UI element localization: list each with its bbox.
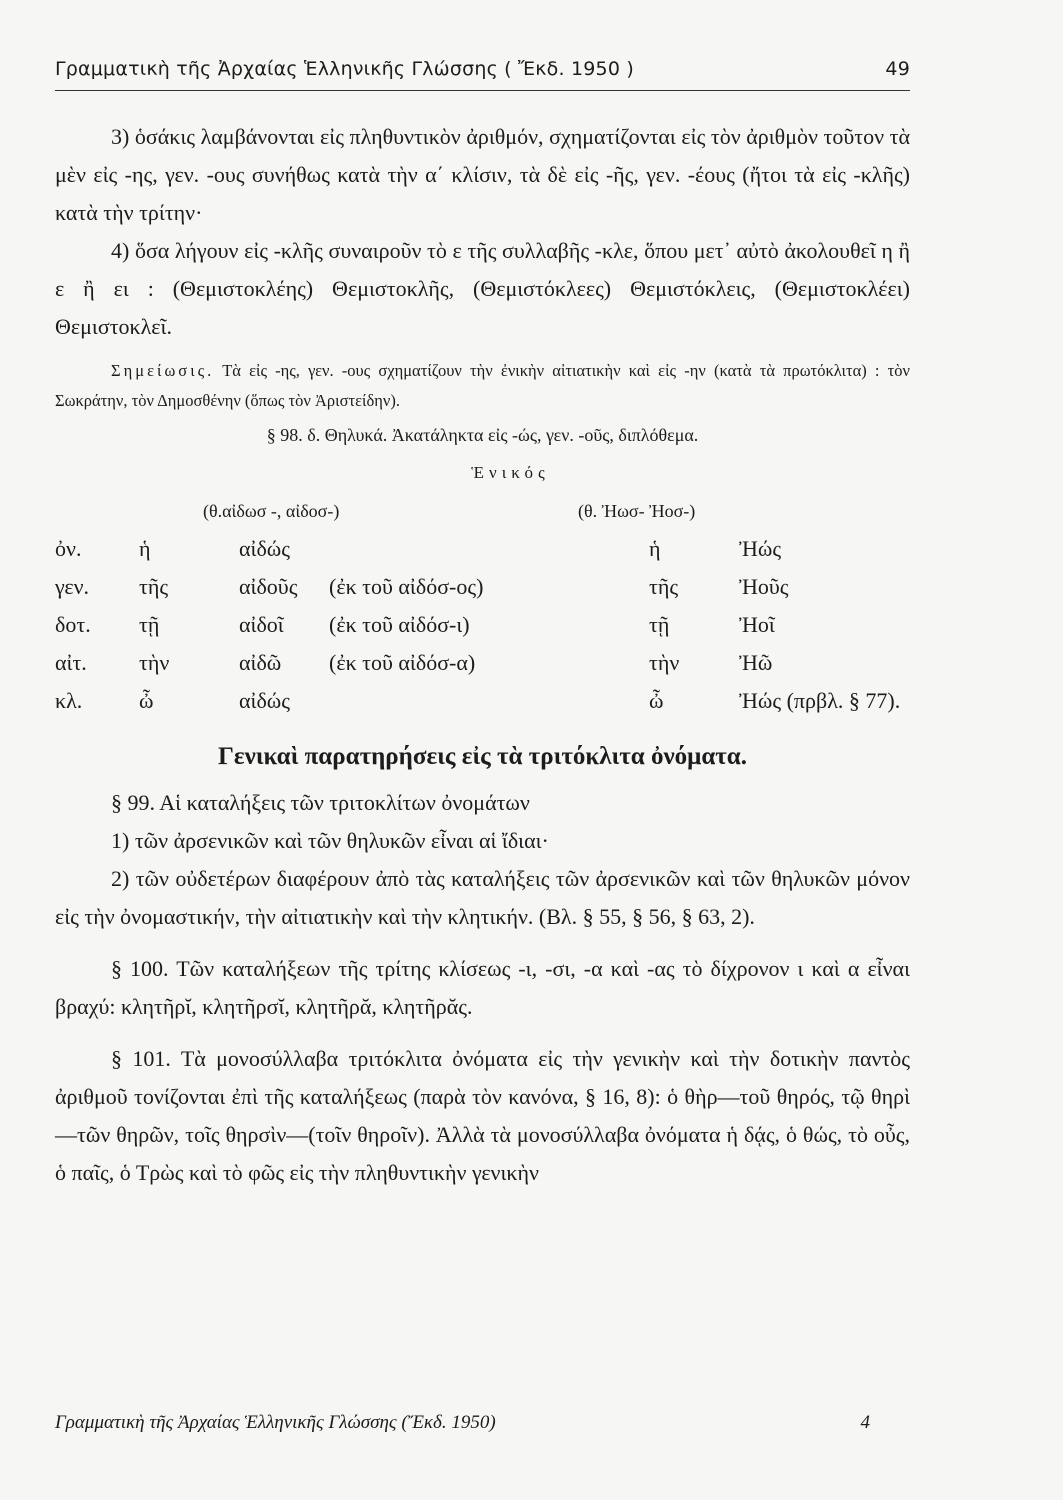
table-row bbox=[55, 568, 900, 606]
signature-mark: 4 bbox=[860, 1412, 870, 1433]
form-2: Ἠοῖ bbox=[739, 612, 775, 637]
derivation: (ἐκ τοῦ αἰδόσ-α) bbox=[329, 650, 476, 675]
section-100: § 100. Τῶν καταλήξεων τῆς τρίτης κλίσεως -ι, -σι, -α καὶ -ας τὸ δίχρονον ι καὶ α εἶναι βραχύ: κλητῆρῐ, κλητῆρσῐ, κλητῆρᾰ, κλητῆρᾰς. bbox=[55, 956, 910, 1019]
paragraph-3: 3) ὁσάκις λαμβάνονται εἰς πληθυντικὸν ἀριθμόν, σχηματίζονται εἰς τὸν ἀριθμὸν τοῦτον τὰ μὲν εἰς -ης, γεν. -ους συνήθως κατὰ τὴν α΄ κλίσιν, τὰ δὲ εἰς -ῆς, γεν. -έους (ἤτοι τὰ εἰς -κλῆς) κατὰ τὴν τρίτην· bbox=[55, 124, 910, 225]
article-2: ἡ bbox=[649, 536, 661, 561]
paragraph-4: 4) ὅσα λήγουν εἰς -κλῆς συναιροῦν τὸ ε τῆς συλλαβῆς -κλε, ὅπου μετ᾽ αὐτὸ ἀκολουθεῖ η ἢ ε ἢ ει : (Θεμιστοκλέης) Θεμιστοκλῆς, (Θεμιστόκλεες) Θεμιστόκλεις, (Θεμιστοκλέει) Θεμιστοκλεῖ. bbox=[55, 238, 910, 339]
article-2: τῆς bbox=[649, 574, 679, 599]
footer-title: Γραμματικὴ τῆς Ἀρχαίας Ἑλληνικῆς Γλώσσης (Ἔκδ. 1950) bbox=[55, 1412, 496, 1433]
table-row bbox=[55, 644, 900, 682]
case-label: ὀν. bbox=[55, 536, 82, 561]
footer-signature-line bbox=[55, 1412, 910, 1434]
section-heading: Γενικαὶ παρατηρήσεις εἰς τὰ τριτόκλιτα ὀνόματα. bbox=[217, 743, 748, 770]
declension-table bbox=[55, 454, 910, 720]
header-title: Γραμματικὴ τῆς Ἀρχαίας Ἑλληνικῆς Γλώσσης ( Ἔκδ. 1950 ) bbox=[55, 58, 634, 80]
case-label: αἰτ. bbox=[55, 650, 87, 675]
section-99-item-1: 1) τῶν ἀρσενικῶν καὶ τῶν θηλυκῶν εἶναι αἱ ἴδιαι· bbox=[111, 828, 549, 853]
stem-eos: (θ. Ἠωσ- Ἠοσ-) bbox=[578, 501, 696, 521]
article-2: τῇ bbox=[649, 612, 670, 637]
article-2: ὦ bbox=[649, 688, 664, 713]
form: αἰδοῦς bbox=[239, 574, 298, 599]
table-row bbox=[55, 682, 900, 720]
note-label: Σημείωσις. bbox=[111, 361, 215, 380]
case-label: κλ. bbox=[55, 688, 83, 713]
derivation bbox=[329, 530, 599, 568]
article: τῆς bbox=[139, 574, 169, 599]
section-99-item-2: 2) τῶν οὐδετέρων διαφέρουν ἀπὸ τὰς καταλήξεις τῶν ἀρσενικῶν καὶ τῶν θηλυκῶν μόνον εἰς τὴν ὀνομαστικήν, τὴν αἰτιατικὴν καὶ τὴν κλητικήν. (Βλ. § 55, § 56, § 63, 2). bbox=[55, 866, 910, 929]
article: τῇ bbox=[139, 612, 160, 637]
declension-rows bbox=[55, 530, 900, 720]
form-2: Ἠῶ bbox=[739, 650, 773, 675]
form: αἰδώς bbox=[239, 688, 291, 713]
form-2: Ἠοῦς bbox=[739, 574, 789, 599]
article: τὴν bbox=[139, 650, 170, 675]
case-label: γεν. bbox=[55, 574, 90, 599]
table-title: Ἑνικός bbox=[471, 463, 550, 482]
article: ὦ bbox=[139, 688, 154, 713]
form: αἰδοῖ bbox=[239, 612, 284, 637]
section-101: § 101. Τὰ μονοσύλλαβα τριτόκλιτα ὀνόματα εἰς τὴν γενικὴν καὶ τὴν δοτικὴν παντὸς ἀριθμοῦ τονίζονται ἐπὶ τῆς καταλήξεως (παρὰ τὸν κανόνα, § 16, 8): ὁ θὴρ—τοῦ θηρός, τῷ θηρὶ—τῶν θηρῶν, τοῖς θηρσὶν—(τοῖν θηροῖν). Ἀλλὰ τὰ μονοσύλλαβα ὀνόματα ἡ δᾴς, ὁ θώς, τὸ οὖς, ὁ παῖς, ὁ Τρὼς καὶ τὸ φῶς εἰς τὴν πληθυντικὴν γενικὴν bbox=[55, 1046, 910, 1185]
page-number: 49 bbox=[885, 58, 910, 80]
running-header bbox=[55, 58, 910, 80]
table-row bbox=[55, 606, 900, 644]
derivation bbox=[329, 682, 599, 720]
header-rule bbox=[55, 90, 910, 91]
table-row bbox=[55, 530, 900, 568]
page-body bbox=[55, 118, 910, 1192]
form: αἰδῶ bbox=[239, 650, 282, 675]
section-98-heading: § 98. δ. Θηλυκά. Ἀκατάληκτα εἰς -ώς, γεν. -οῦς, διπλόθεμα. bbox=[266, 425, 699, 445]
derivation: (ἐκ τοῦ αἰδόσ-ος) bbox=[329, 574, 484, 599]
form-2: Ἠώς (πρβλ. § 77). bbox=[739, 688, 901, 713]
article-2: τὴν bbox=[649, 650, 680, 675]
article: ἡ bbox=[139, 536, 151, 561]
stem-labels bbox=[55, 492, 910, 530]
case-label: δοτ. bbox=[55, 612, 91, 637]
stem-aidos: (θ.αἰδωσ -, αἰδοσ-) bbox=[203, 501, 340, 521]
note-text: Τὰ εἰς -ης, γεν. -ους σχηματίζουν τὴν ἐνικὴν αἰτιατικὴν καὶ εἰς -ην (κατὰ τὰ πρωτόκλιτα) : τὸν Σωκράτην, τὸν Δημοσθένην (ὅπως τὸν Ἀριστείδην). bbox=[55, 361, 911, 410]
section-99-intro: § 99. Αἱ καταλήξεις τῶν τριτοκλίτων ὀνομάτων bbox=[111, 790, 530, 815]
form: αἰδώς bbox=[239, 536, 291, 561]
form-2: Ἠώς bbox=[739, 536, 782, 561]
derivation: (ἐκ τοῦ αἰδόσ-ι) bbox=[329, 612, 470, 637]
note-paragraph bbox=[55, 356, 910, 416]
